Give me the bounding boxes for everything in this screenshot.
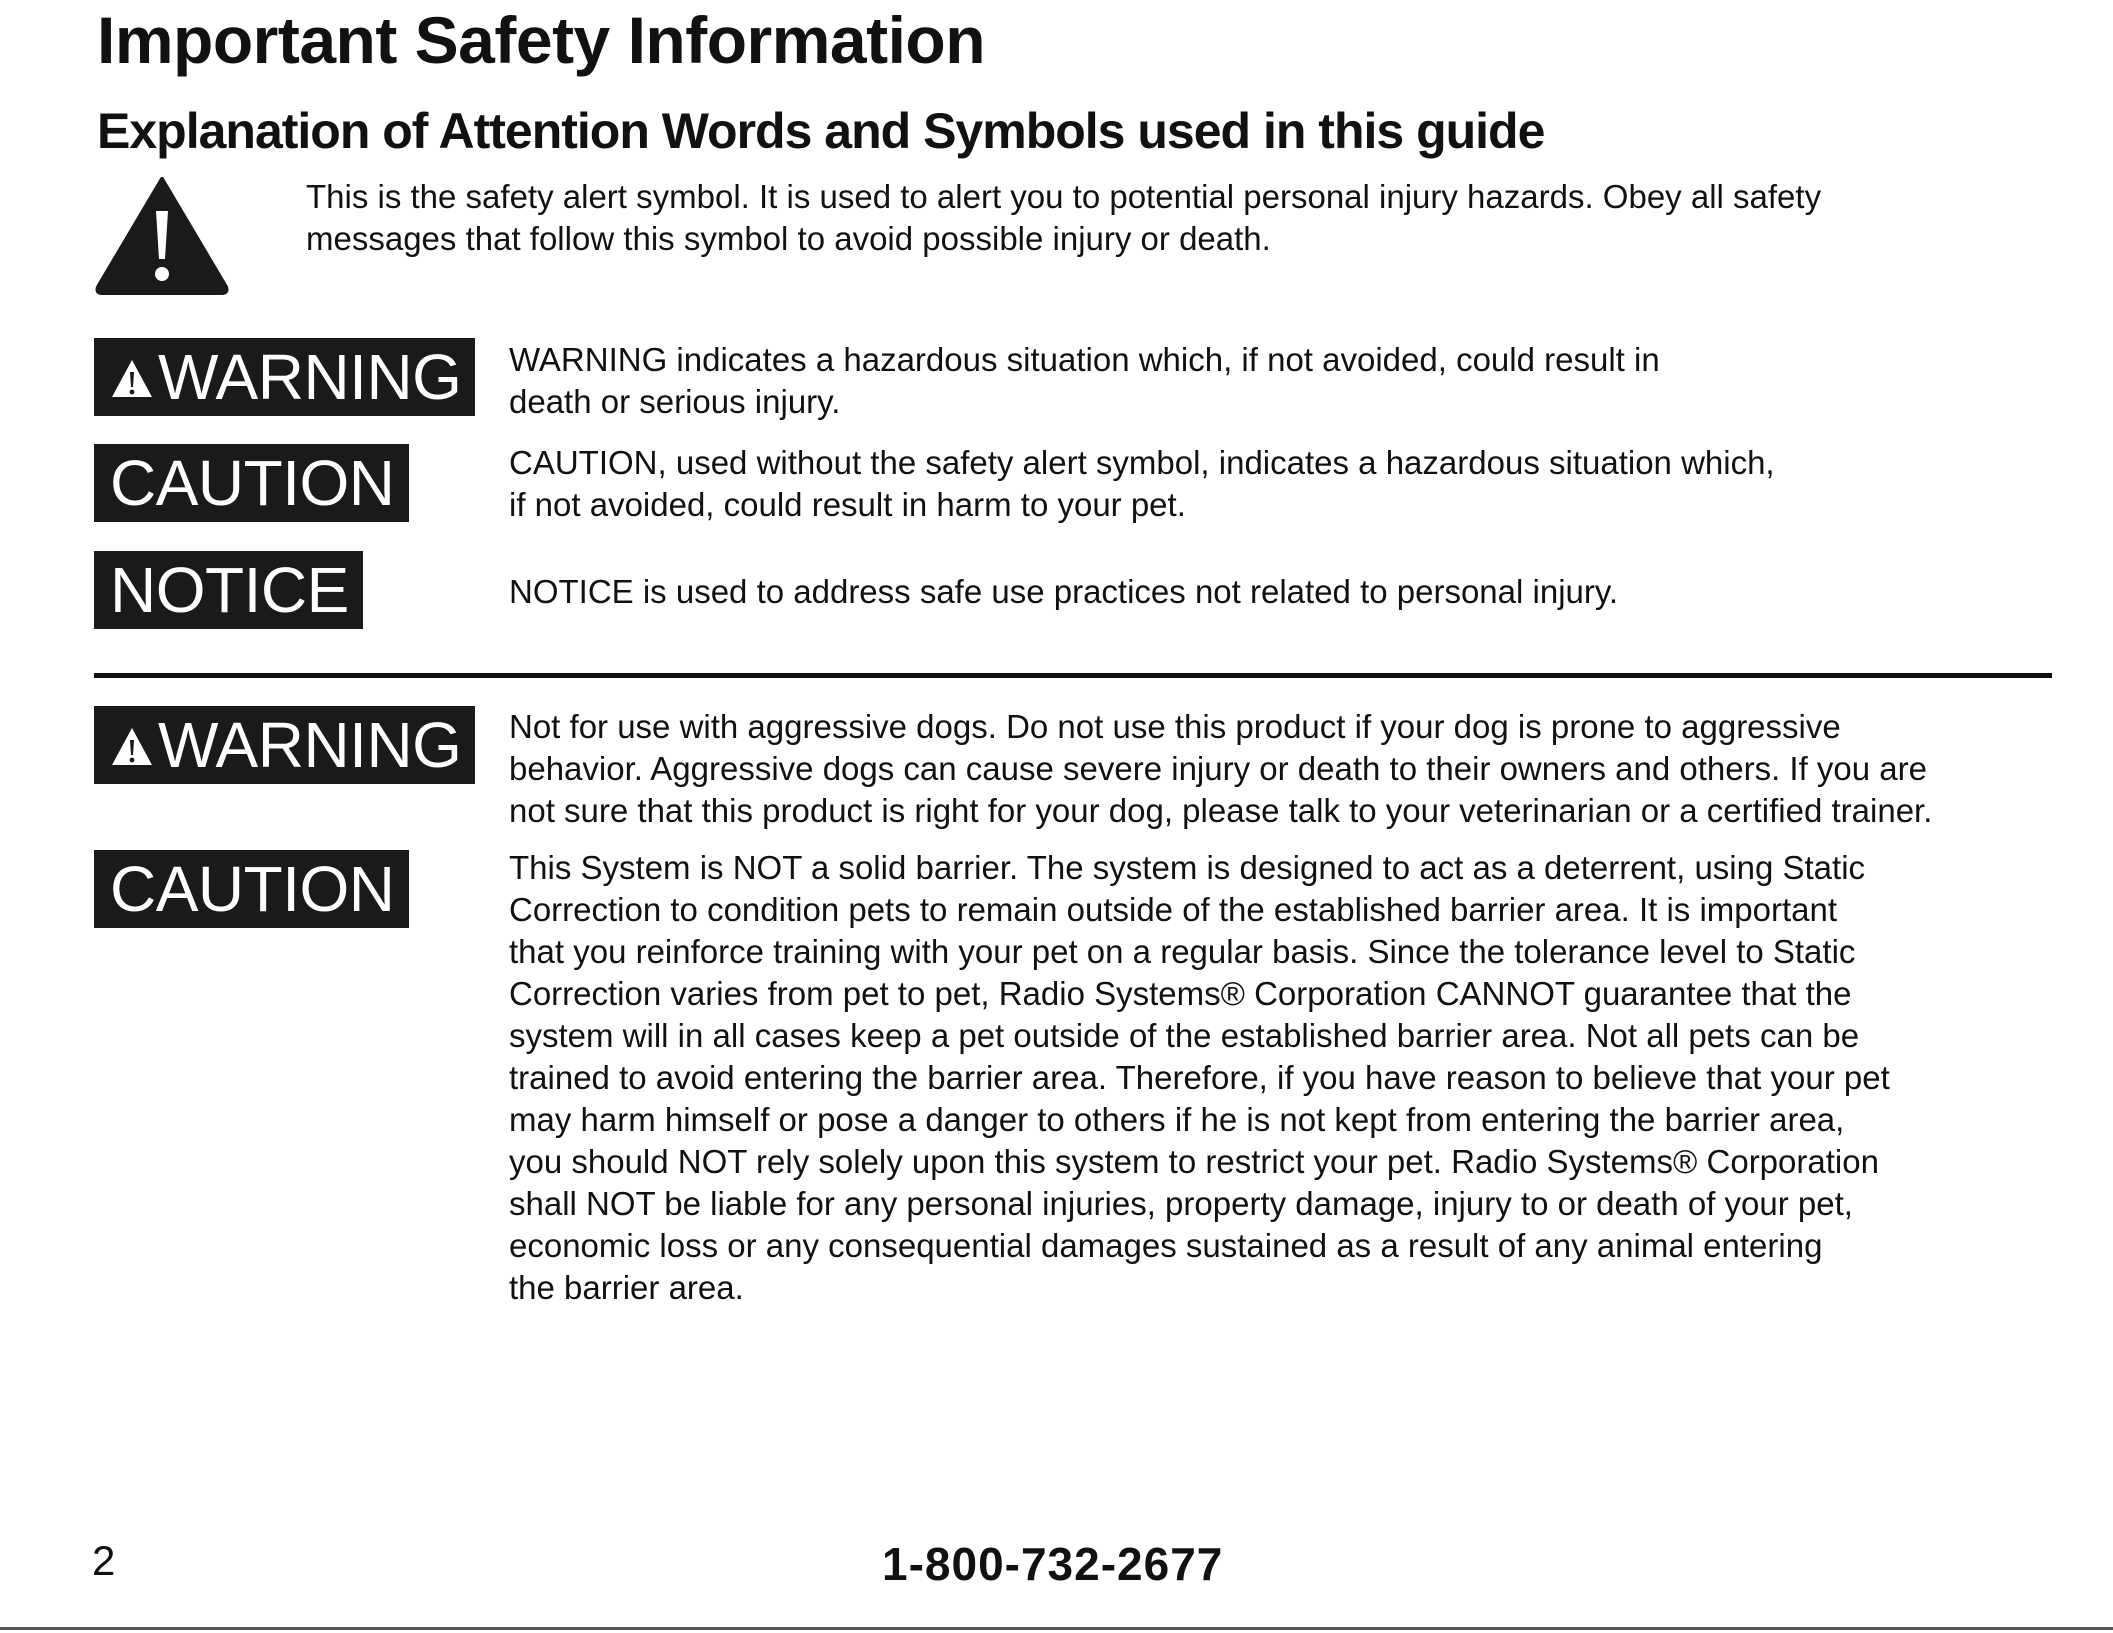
- symbol-explanation: [306, 176, 1821, 260]
- safety-alert-triangle-icon: [94, 175, 230, 295]
- section-subtitle: Explanation of Attention Words and Symbols used in this guide: [97, 103, 1545, 159]
- text-line: behavior. Aggressive dogs can cause severe injury or death to their owners and others. If you are: [509, 750, 1927, 787]
- text-line: messages that follow this symbol to avoid possible injury or death.: [306, 220, 1271, 257]
- aggressive-dogs-warning: [509, 706, 1932, 832]
- page-title: Important Safety Information: [97, 3, 986, 77]
- text-line: may harm himself or pose a danger to others if he is not kept from entering the barrier area,: [509, 1101, 1845, 1138]
- text-line: economic loss or any consequential damages sustained as a result of any animal entering: [509, 1227, 1823, 1264]
- text-line: system will in all cases keep a pet outside of the established barrier area. Not all pets can be: [509, 1017, 1860, 1054]
- text-line: This System is NOT a solid barrier. The system is designed to act as a deterrent, using Static: [509, 849, 1866, 886]
- text-line: the barrier area.: [509, 1269, 744, 1306]
- text-line: NOTICE is used to address safe use practices not related to personal injury.: [509, 573, 1619, 610]
- text-line: death or serious injury.: [509, 383, 841, 420]
- barrier-caution: [509, 847, 1890, 1309]
- text-line: WARNING indicates a hazardous situation which, if not avoided, could result in: [509, 341, 1660, 378]
- warning-definition: [509, 339, 1660, 423]
- text-line: if not avoided, could result in harm to your pet.: [509, 486, 1186, 523]
- caution-badge: [94, 444, 409, 522]
- badge-label: CAUTION: [110, 853, 395, 925]
- warning-badge: [94, 338, 475, 416]
- text-line: Correction varies from pet to pet, Radio Systems® Corporation CANNOT guarantee that the: [509, 975, 1852, 1012]
- text-line: not sure that this product is right for your dog, please talk to your veterinarian or a certified trainer.: [509, 792, 1933, 829]
- text-line: Not for use with aggressive dogs. Do not use this product if your dog is prone to aggressive: [509, 708, 1841, 745]
- badge-label: NOTICE: [110, 554, 349, 626]
- text-line: trained to avoid entering the barrier area. Therefore, if you have reason to believe that your pet: [509, 1059, 1890, 1096]
- safety-alert-triangle-icon: [110, 357, 154, 401]
- text-line: CAUTION, used without the safety alert symbol, indicates a hazardous situation which,: [509, 444, 1775, 481]
- notice-badge: [94, 551, 363, 629]
- text-line: that you reinforce training with your pet on a regular basis. Since the tolerance level to Static: [509, 933, 1856, 970]
- caution-badge: [94, 850, 409, 928]
- badge-label: CAUTION: [110, 447, 395, 519]
- text-line: shall NOT be liable for any personal injuries, property damage, injury to or death of your pet,: [509, 1185, 1853, 1222]
- page-edge: [0, 1627, 2113, 1630]
- section-divider: [94, 673, 2052, 678]
- page-number: 2: [92, 1537, 116, 1584]
- safety-alert-triangle-icon: [110, 725, 154, 769]
- badge-label: WARNING: [158, 341, 462, 413]
- caution-definition: [509, 442, 1775, 526]
- text-line: This is the safety alert symbol. It is used to alert you to potential personal injury hazards. Obey all safety: [306, 178, 1822, 215]
- text-line: you should NOT rely solely upon this system to restrict your pet. Radio Systems® Corporation: [509, 1143, 1879, 1180]
- phone-number: 1-800-732-2677: [882, 1538, 1224, 1590]
- notice-definition: [509, 571, 1618, 613]
- badge-label: WARNING: [158, 709, 462, 781]
- text-line: Correction to condition pets to remain outside of the established barrier area. It is important: [509, 891, 1838, 928]
- warning-badge: [94, 706, 475, 784]
